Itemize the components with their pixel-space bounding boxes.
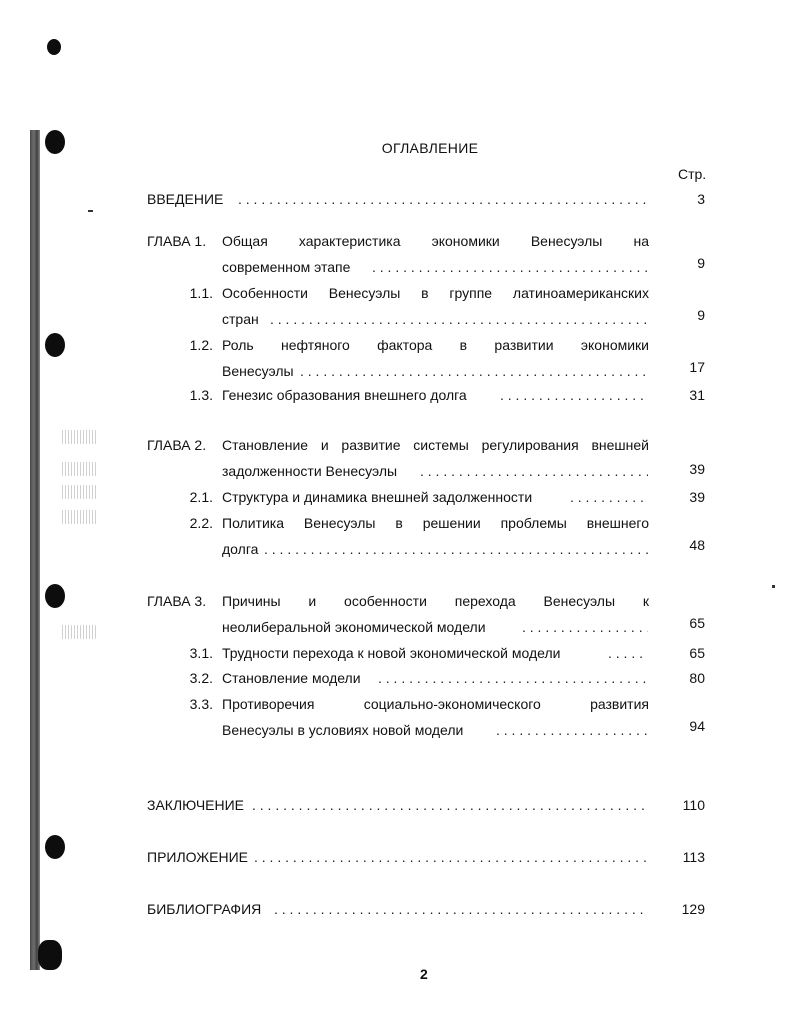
- toc-page-number: 3: [697, 191, 705, 207]
- section-title-line: долга: [222, 541, 259, 557]
- section-title-line: стран: [222, 311, 259, 327]
- section-title-line: Венесуэлы в условиях новой модели: [222, 722, 464, 738]
- section-title-line: Противоречия социально-экономического развития: [222, 696, 649, 712]
- section-title-line: Венесуэлы: [222, 363, 294, 379]
- section-title-line: Политика Венесуэлы в решении проблемы внешнего: [222, 515, 649, 531]
- section-number: 3.3.: [189, 696, 213, 712]
- punch-hole: [38, 940, 62, 970]
- section-number: 3.2.: [189, 670, 213, 686]
- section-number: 2.1.: [189, 489, 213, 505]
- scan-noise: [62, 625, 96, 639]
- toc-page-number: 110: [682, 797, 705, 813]
- toc-entry-label: БИБЛИОГРАФИЯ: [147, 901, 262, 917]
- dot-leader: [252, 796, 648, 814]
- page-number: 2: [420, 966, 428, 982]
- section-number: 1.1.: [189, 285, 213, 301]
- page-title: ОГЛАВЛЕНИЕ: [381, 140, 479, 156]
- dot-leader: [300, 362, 648, 380]
- toc-page-number: 129: [681, 901, 705, 917]
- punch-hole: [47, 39, 61, 55]
- dot-leader: [378, 669, 648, 687]
- section-number: 1.2.: [189, 337, 213, 353]
- page-column-label: Стр.: [678, 166, 707, 182]
- toc-page-number: 9: [697, 307, 705, 323]
- toc-page-number: 39: [689, 461, 705, 477]
- dot-leader: [496, 721, 648, 739]
- chapter-label: ГЛАВА 2.: [147, 437, 207, 453]
- section-title-line: Генезис образования внешнего долга: [222, 387, 467, 403]
- punch-hole: [45, 835, 65, 859]
- dot-leader: [274, 900, 648, 918]
- section-title-line: Роль нефтяного фактора в развитии экономики: [222, 337, 649, 353]
- chapter-title-line: Становление и развитие системы регулирования внешней: [222, 437, 649, 453]
- chapter-title-line: задолженности Венесуэлы: [222, 463, 398, 479]
- section-number: 2.2.: [189, 515, 213, 531]
- dot-leader: [500, 386, 648, 404]
- chapter-title-line: неолиберальной экономической модели: [222, 619, 486, 635]
- chapter-label: ГЛАВА 1.: [147, 233, 207, 249]
- section-title-line: Структура и динамика внешней задолженности: [222, 489, 533, 505]
- chapter-label: ГЛАВА 3.: [147, 593, 207, 609]
- toc-page-number: 48: [689, 537, 705, 553]
- section-number: 1.3.: [189, 387, 213, 403]
- chapter-title-line: Причины и особенности перехода Венесуэлы к: [222, 593, 649, 609]
- dot-leader: [372, 258, 648, 276]
- scan-speck: [772, 585, 775, 588]
- toc-entry-label: ВВЕДЕНИЕ: [147, 191, 224, 207]
- toc-page-number: 80: [689, 670, 705, 686]
- toc-page-number: 113: [682, 849, 705, 865]
- section-title-line: Становление модели: [222, 670, 361, 686]
- binding-shadow: [30, 130, 40, 970]
- dot-leader: [608, 644, 648, 662]
- dot-leader: [270, 310, 648, 328]
- toc-page-number: 65: [689, 615, 705, 631]
- dot-leader: [238, 190, 648, 208]
- dot-leader: [264, 540, 648, 558]
- dot-leader: [420, 462, 648, 480]
- toc-page-number: 65: [689, 645, 705, 661]
- section-number: 3.1.: [189, 645, 213, 661]
- chapter-title-line: Общая характеристика экономики Венесуэлы на: [222, 233, 649, 249]
- dot-leader: [522, 618, 648, 636]
- section-title-line: Особенности Венесуэлы в группе латиноамериканских: [222, 285, 649, 301]
- toc-page-number: 31: [689, 387, 705, 403]
- dot-leader: [254, 848, 648, 866]
- scan-noise: [62, 462, 96, 476]
- toc-page-number: 94: [689, 718, 705, 734]
- scan-noise: [62, 485, 96, 499]
- chapter-title-line: современном этапе: [222, 259, 351, 275]
- dot-leader: [570, 488, 648, 506]
- scan-noise: [62, 430, 96, 444]
- toc-page-number: 17: [689, 359, 705, 375]
- punch-hole: [45, 584, 65, 608]
- toc-entry-label: ПРИЛОЖЕНИЕ: [147, 849, 249, 865]
- section-title-line: Трудности перехода к новой экономической модели: [222, 645, 561, 661]
- scan-speck: [88, 210, 93, 212]
- toc-entry-label: ЗАКЛЮЧЕНИЕ: [147, 797, 244, 813]
- toc-page-number: 39: [689, 489, 705, 505]
- scan-noise: [62, 510, 96, 524]
- toc-page-number: 9: [697, 255, 705, 271]
- punch-hole: [45, 333, 65, 357]
